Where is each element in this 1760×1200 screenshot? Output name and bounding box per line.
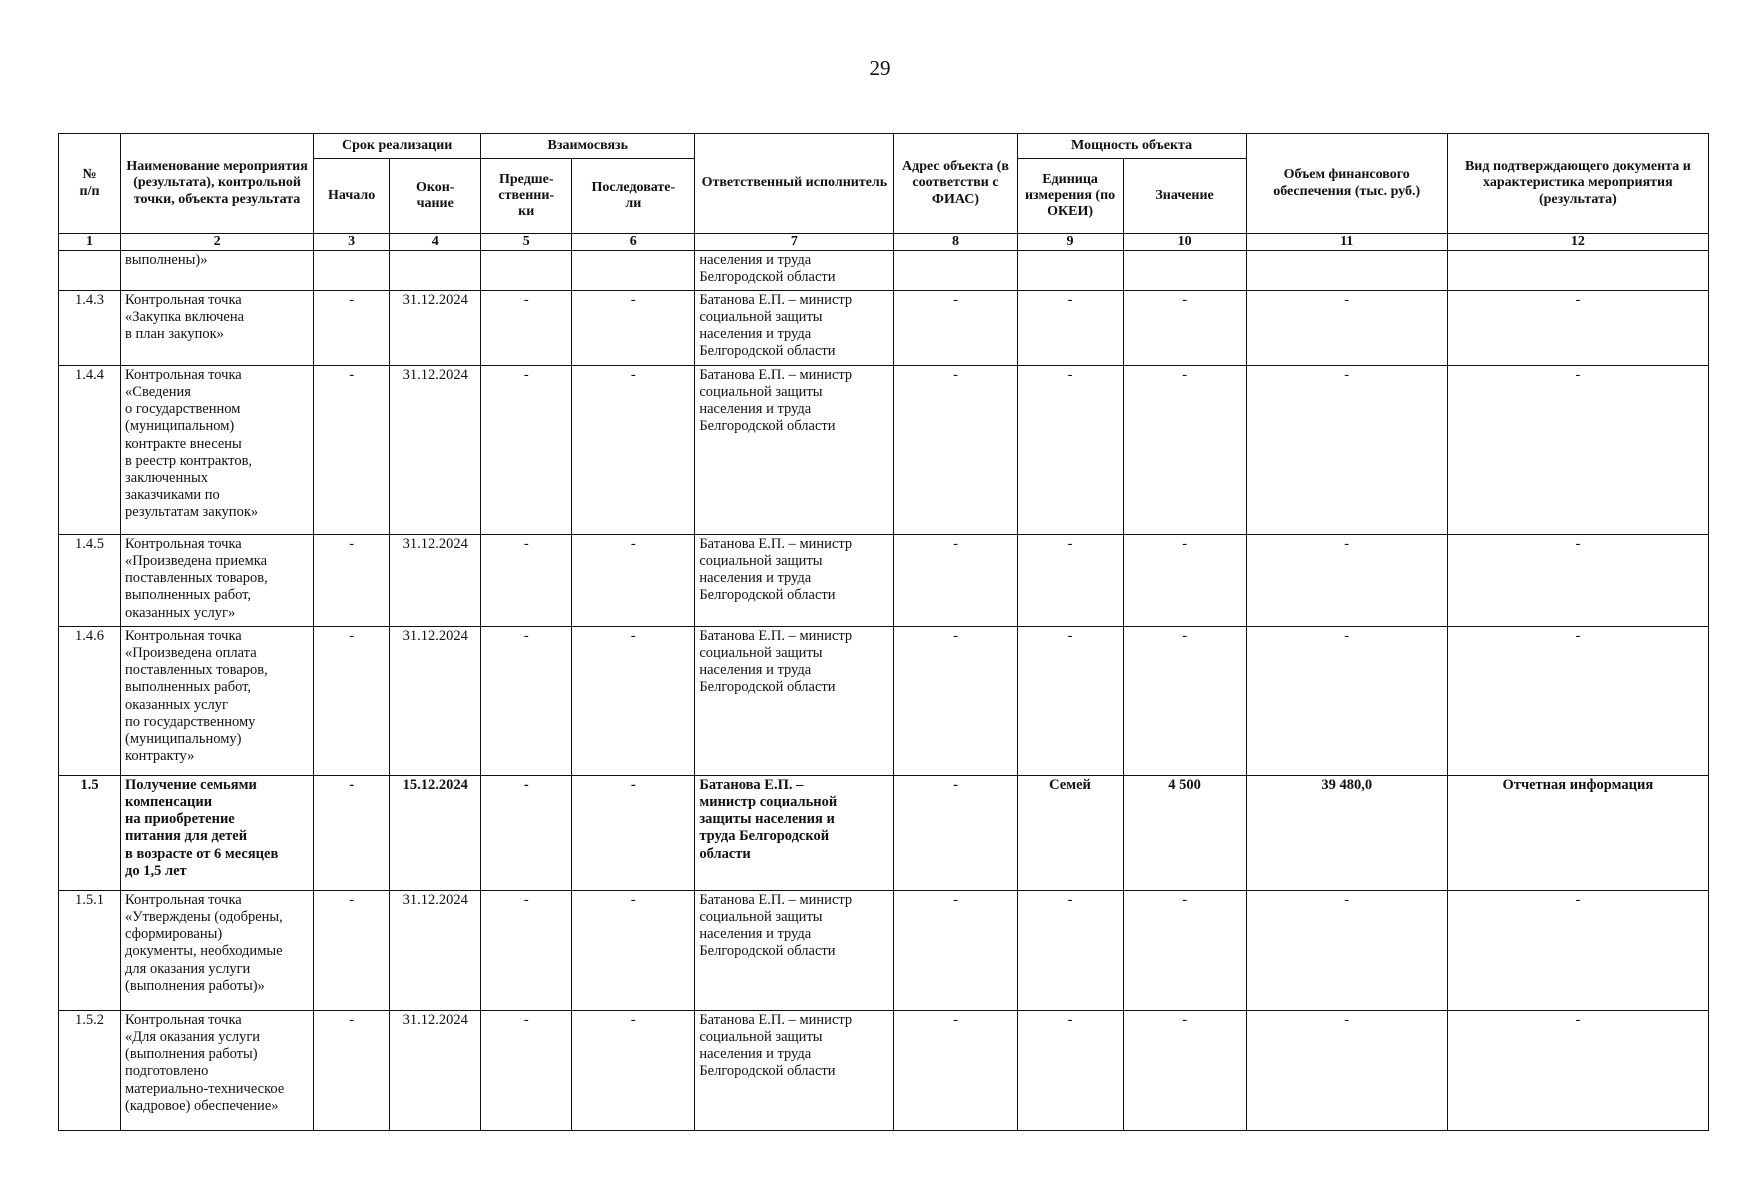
row-number: 1.4.4	[59, 366, 121, 535]
row-unit: -	[1017, 1011, 1123, 1131]
row-predecessors: -	[481, 627, 572, 776]
row-end: 31.12.2024	[390, 291, 481, 366]
row-start: -	[314, 776, 390, 891]
table-row	[59, 891, 1709, 1011]
row-address: -	[894, 1011, 1017, 1131]
header-end: Окон- чание	[390, 159, 481, 234]
row-value: -	[1123, 891, 1246, 1011]
row-name: выполнены)»	[121, 251, 314, 291]
row-responsible: населения и труда Белгородской области	[695, 251, 894, 291]
row-successors: -	[572, 891, 695, 1011]
row-number: 1.4.3	[59, 291, 121, 366]
header-value: Значение	[1123, 159, 1246, 234]
row-start: -	[314, 366, 390, 535]
row-responsible: Батанова Е.П. – министр социальной защиты населения и труда Белгородской области	[695, 291, 894, 366]
row-address: -	[894, 291, 1017, 366]
row-end: 31.12.2024	[390, 1011, 481, 1131]
row-start: -	[314, 535, 390, 627]
row-predecessors: -	[481, 1011, 572, 1131]
row-address: -	[894, 535, 1017, 627]
column-number: 6	[572, 234, 695, 251]
row-responsible: Батанова Е.П. – министр социальной защиты населения и труда Белгородской области	[695, 891, 894, 1011]
row-value: -	[1123, 1011, 1246, 1131]
row-end: 31.12.2024	[390, 627, 481, 776]
row-end: 31.12.2024	[390, 891, 481, 1011]
row-address: -	[894, 776, 1017, 891]
header-start: Начало	[314, 159, 390, 234]
row-value: -	[1123, 366, 1246, 535]
header-capacity: Мощность объекта	[1017, 134, 1246, 159]
row-successors: -	[572, 627, 695, 776]
row-unit: -	[1017, 366, 1123, 535]
row-finance: -	[1246, 627, 1447, 776]
table-row-result	[59, 776, 1709, 891]
row-finance: -	[1246, 366, 1447, 535]
row-successors: -	[572, 291, 695, 366]
column-number: 10	[1123, 234, 1246, 251]
row-successors: -	[572, 1011, 695, 1131]
row-unit: -	[1017, 535, 1123, 627]
row-doc: -	[1447, 1011, 1708, 1131]
column-number: 3	[314, 234, 390, 251]
row-predecessors: -	[481, 776, 572, 891]
row-name: Контрольная точка «Сведения о государственном (муниципальном) контракте внесены в реестр контрактов, заключенных заказчиками по результатам закупок»	[121, 366, 314, 535]
row-address	[894, 251, 1017, 291]
row-start: -	[314, 291, 390, 366]
row-doc: -	[1447, 535, 1708, 627]
header-unit: Единица измерения (по ОКЕИ)	[1017, 159, 1123, 234]
row-responsible: Батанова Е.П. – министр социальной защиты населения и труда Белгородской области	[695, 1011, 894, 1131]
table-row	[59, 535, 1709, 627]
row-address: -	[894, 627, 1017, 776]
table-row	[59, 251, 1709, 291]
row-end: 31.12.2024	[390, 535, 481, 627]
column-number: 8	[894, 234, 1017, 251]
row-finance	[1246, 251, 1447, 291]
row-doc: -	[1447, 627, 1708, 776]
row-value: -	[1123, 535, 1246, 627]
row-end: 15.12.2024	[390, 776, 481, 891]
header-row-1	[59, 134, 1709, 159]
row-unit: -	[1017, 627, 1123, 776]
table-row	[59, 291, 1709, 366]
row-name: Контрольная точка «Произведена приемка поставленных товаров, выполненных работ, оказанных услуг»	[121, 535, 314, 627]
column-number: 2	[121, 234, 314, 251]
row-predecessors: -	[481, 891, 572, 1011]
row-successors: -	[572, 535, 695, 627]
column-number: 11	[1246, 234, 1447, 251]
column-number: 5	[481, 234, 572, 251]
row-name: Контрольная точка «Закупка включена в план закупок»	[121, 291, 314, 366]
row-unit: -	[1017, 891, 1123, 1011]
row-predecessors: -	[481, 366, 572, 535]
row-value: -	[1123, 627, 1246, 776]
row-name: Получение семьями компенсации на приобретение питания для детей в возрасте от 6 месяцев до 1,5 лет	[121, 776, 314, 891]
row-number: 1.5.2	[59, 1011, 121, 1131]
row-responsible: Батанова Е.П. – министр социальной защиты населения и труда Белгородской области	[695, 627, 894, 776]
header-finance: Объем финансового обеспечения (тыс. руб.)	[1246, 134, 1447, 234]
row-address: -	[894, 891, 1017, 1011]
row-name: Контрольная точка «Утверждены (одобрены, сформированы) документы, необходимые для оказания услуги (выполнения работы)»	[121, 891, 314, 1011]
row-end	[390, 251, 481, 291]
activity-plan-table	[58, 133, 1709, 1131]
row-start: -	[314, 627, 390, 776]
row-number: 1.5.1	[59, 891, 121, 1011]
header-doc: Вид подтверждающего документа и характеристика мероприятия (результата)	[1447, 134, 1708, 234]
row-unit: -	[1017, 291, 1123, 366]
column-number: 9	[1017, 234, 1123, 251]
row-name: Контрольная точка «Произведена оплата поставленных товаров, выполненных работ, оказанных услуг по государственному (муниципальному) контракту»	[121, 627, 314, 776]
row-doc	[1447, 251, 1708, 291]
row-number: 1.5	[59, 776, 121, 891]
column-number: 12	[1447, 234, 1708, 251]
table-row	[59, 1011, 1709, 1131]
row-predecessors	[481, 251, 572, 291]
column-number-row	[59, 234, 1709, 251]
row-value: -	[1123, 291, 1246, 366]
row-successors	[572, 251, 695, 291]
row-finance: 39 480,0	[1246, 776, 1447, 891]
row-predecessors: -	[481, 535, 572, 627]
row-finance: -	[1246, 891, 1447, 1011]
column-number: 4	[390, 234, 481, 251]
row-successors: -	[572, 366, 695, 535]
column-number: 1	[59, 234, 121, 251]
row-finance: -	[1246, 291, 1447, 366]
row-number: 1.4.5	[59, 535, 121, 627]
row-doc: -	[1447, 291, 1708, 366]
row-responsible: Батанова Е.П. – министр социальной защиты населения и труда Белгородской области	[695, 535, 894, 627]
row-unit	[1017, 251, 1123, 291]
header-num: № п/п	[59, 134, 121, 234]
header-name: Наименование мероприятия (результата), контрольной точки, объекта результата	[121, 134, 314, 234]
row-start: -	[314, 1011, 390, 1131]
column-number: 7	[695, 234, 894, 251]
row-value: 4 500	[1123, 776, 1246, 891]
row-responsible: Батанова Е.П. – министр социальной защиты населения и труда Белгородской области	[695, 366, 894, 535]
row-successors: -	[572, 776, 695, 891]
header-period: Срок реализации	[314, 134, 481, 159]
page-number: 29	[869, 56, 891, 80]
row-finance: -	[1246, 1011, 1447, 1131]
row-unit: Семей	[1017, 776, 1123, 891]
row-doc: -	[1447, 891, 1708, 1011]
row-doc: -	[1447, 366, 1708, 535]
header-predecessors: Предше- ственни- ки	[481, 159, 572, 234]
row-predecessors: -	[481, 291, 572, 366]
row-responsible: Батанова Е.П. – министр социальной защиты населения и труда Белгородской области	[695, 776, 894, 891]
row-value	[1123, 251, 1246, 291]
row-finance: -	[1246, 535, 1447, 627]
header-relation: Взаимосвязь	[481, 134, 695, 159]
row-number: 1.4.6	[59, 627, 121, 776]
header-responsible: Ответственный исполнитель	[695, 134, 894, 234]
header-address: Адрес объекта (в соответстви с ФИАС)	[894, 134, 1017, 234]
row-address: -	[894, 366, 1017, 535]
row-start: -	[314, 891, 390, 1011]
table-row	[59, 366, 1709, 535]
row-number	[59, 251, 121, 291]
table-row	[59, 627, 1709, 776]
row-doc: Отчетная информация	[1447, 776, 1708, 891]
header-successors: Последовате- ли	[572, 159, 695, 234]
row-start	[314, 251, 390, 291]
row-end: 31.12.2024	[390, 366, 481, 535]
row-name: Контрольная точка «Для оказания услуги (выполнения работы) подготовлено материально-техническое (кадровое) обеспечение»	[121, 1011, 314, 1131]
